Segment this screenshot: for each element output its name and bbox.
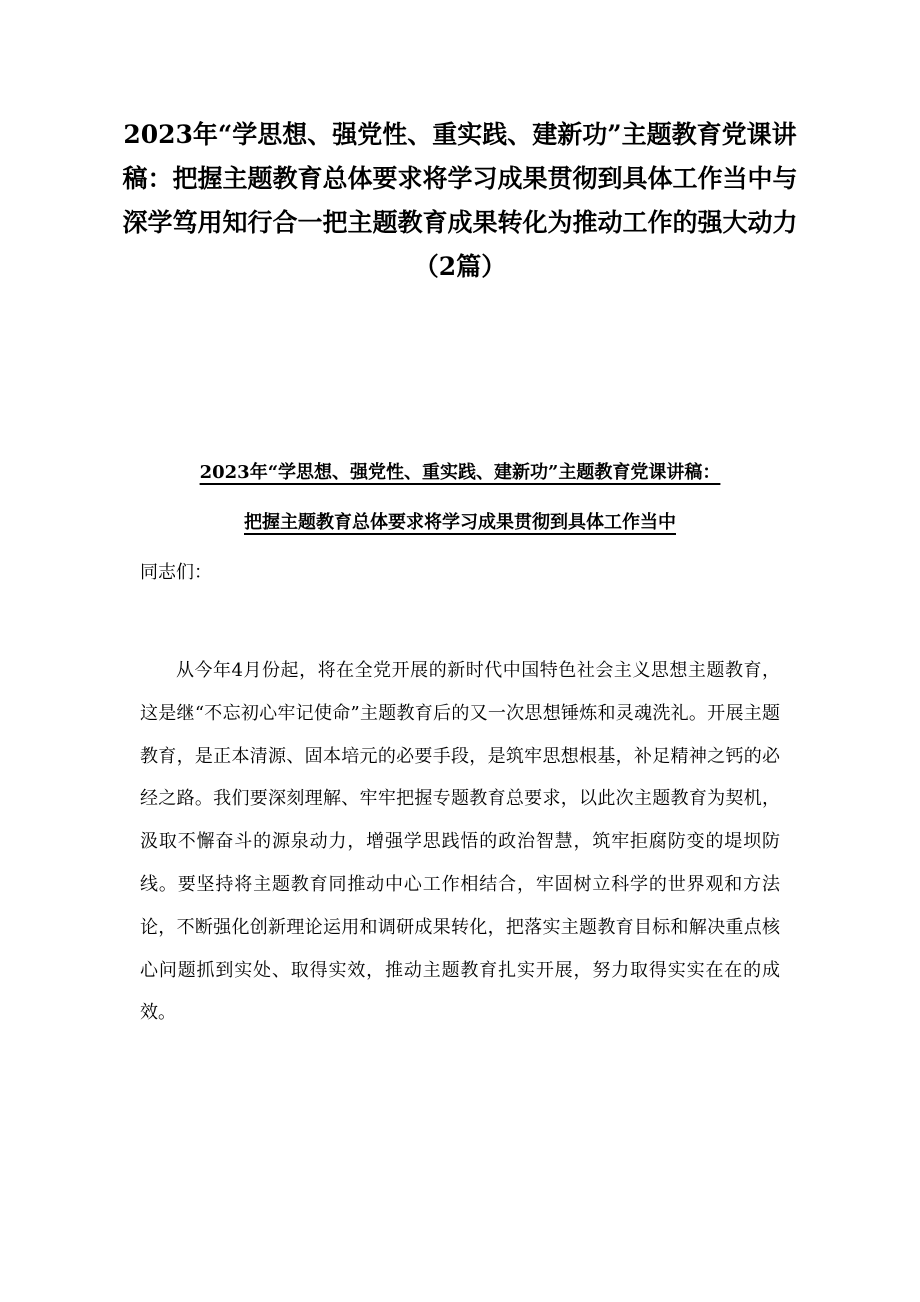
body-paragraph: 从今年4月份起，将在全党开展的新时代中国特色社会主义思想主题教育，这是继“不忘初心牢记使命”主题教育后的又一次思想锤炼和灵魂洗礼。开展主题教育，是正本清源、固本培元的必要手段，是筑牢思想根基，补足精神之钙的必经之路。我们要深刻理解、牢牢把握专题教育总要求，以此次主题教育为契机，汲取不懈奋斗的源泉动力，增强学思践悟的政治智慧，筑牢拒腐防变的堤坝防线。要坚持将主题教育同推动中心工作相结合，牢固树立科学的世界观和方法论，不断强化创新理论运用和调研成果转化，把落实主题教育目标和解决重点核心问题抓到实处、取得实效，推动主题教育扎实开展，努力取得实实在在的成效。 xyxy=(140,660,780,1024)
section-heading-line-2 xyxy=(120,508,800,538)
section-heading-line-2-text: 把握主题教育总体要求将学习成果贯彻到具体工作当中 xyxy=(244,512,676,533)
section-heading-line-1 xyxy=(120,458,800,488)
section-heading-line-1-text: 2023年“学思想、强党性、重实践、建新功”主题教育党课讲稿： xyxy=(199,462,721,483)
salutation: 同志们： xyxy=(140,562,212,583)
document-title: 2023年“学思想、强党性、重实践、建新功”主题教育党课讲稿：把握主题教育总体要求将学习成果贯彻到具体工作当中与深学笃用知行合一把主题教育成果转化为推动工作的强大动力（2篇） xyxy=(122,120,798,281)
